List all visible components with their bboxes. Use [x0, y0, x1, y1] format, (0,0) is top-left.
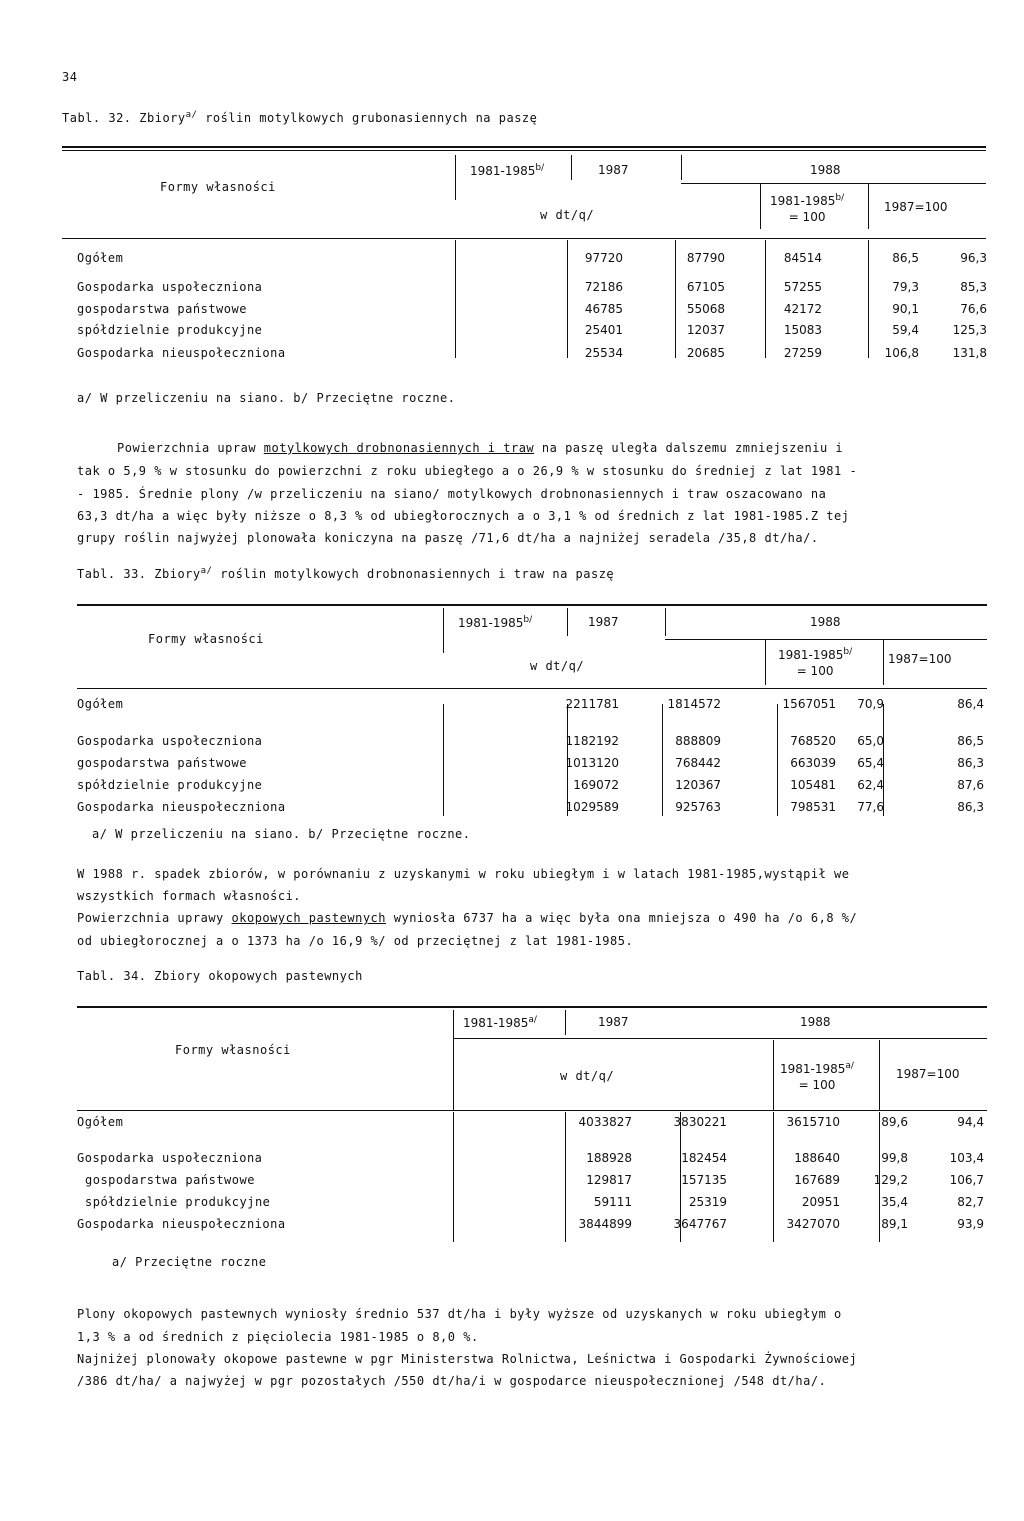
row-label: gospodarstwa państwowe — [77, 302, 247, 316]
table-row — [77, 1115, 984, 1135]
para1-line1-b: na paszę uległa dalszemu zmniejszeniu i — [541, 441, 844, 455]
row-label: Gospodarka uspołeczniona — [77, 734, 263, 748]
cell: 57255 — [783, 280, 822, 294]
cell: 55068 — [686, 302, 725, 316]
table1-footnote: a/ W przeliczeniu na siano. b/ Przeciętne roczne. — [77, 391, 456, 405]
table2-header-unit: w dt/q/ — [530, 659, 585, 673]
table2-header-bottom-rule — [77, 688, 987, 689]
cell: 20951 — [801, 1195, 840, 1209]
table3-vline-5 — [879, 1040, 880, 1110]
table1-header-1987: 1987 — [598, 163, 629, 177]
table2-vline-3 — [665, 608, 666, 636]
table1-header-p1: $1981-1985^{b/}$ — [470, 163, 545, 178]
table3-header-bottom-rule — [77, 1110, 987, 1111]
cell: 96,3 — [960, 251, 987, 265]
para1-line1 — [117, 441, 843, 455]
cell: 129817 — [586, 1173, 632, 1187]
table2-vline-5 — [883, 640, 884, 685]
cell: 85,3 — [960, 280, 987, 294]
table2-caption-word: Zbiory — [154, 567, 201, 581]
cell: 87,6 — [957, 778, 984, 792]
table2-footnote: a/ W przeliczeniu na siano. b/ Przeciętne roczne. — [92, 827, 471, 841]
para2-line2: wszystkich formach własności. — [77, 889, 302, 903]
para3-line1: Plony okopowych pastewnych wyniosły średnio 537 dt/ha i były wyższe od uzyskanych w roku ubiegłym o — [77, 1307, 842, 1321]
table2-caption-prefix: Tabl. 33. — [77, 567, 147, 581]
cell: 888809 — [675, 734, 721, 748]
table3-top-rule — [77, 1006, 987, 1008]
table1-header-unit: w dt/q/ — [540, 208, 595, 222]
table2-header-forms: Formy własności — [148, 632, 264, 646]
cell: 1013120 — [565, 756, 619, 770]
cell: 93,9 — [957, 1217, 984, 1231]
cell: 86,3 — [957, 800, 984, 814]
table3-header-unit: w dt/q/ — [560, 1069, 615, 1083]
para1-line4: 63,3 dt/ha a więc były niższe o 8,3 % od ubiegłorocznych a o 3,1 % od średnich z lat 1981-1985.Z tej — [77, 509, 850, 523]
cell: 2211781 — [565, 697, 619, 711]
table-row — [77, 1195, 984, 1215]
table2-header-idx2: 1987=100 — [888, 652, 952, 666]
table3-header-p1: $1981-1985^{a/}$ — [463, 1015, 537, 1030]
cell: 59111 — [593, 1195, 632, 1209]
cell: 59,4 — [892, 323, 919, 337]
table2-vline-2 — [567, 608, 568, 636]
cell: 3844899 — [578, 1217, 632, 1231]
para2-line3-b: wyniosła 6737 ha a więc była ona mniejsza o 490 ha /o 6,8 %/ — [393, 911, 858, 925]
table2-caption — [77, 566, 614, 581]
cell: 157135 — [681, 1173, 727, 1187]
cell: 1029589 — [565, 800, 619, 814]
table1-header-idx1: $1981-1985^{b/}$ = 100 — [770, 193, 845, 224]
cell: 12037 — [686, 323, 725, 337]
row-label: Gospodarka nieuspołeczniona — [77, 346, 286, 360]
cell: 42172 — [783, 302, 822, 316]
row-label: spółdzielnie produkcyjne — [77, 323, 263, 337]
row-label: Gospodarka nieuspołeczniona — [77, 800, 286, 814]
table-row — [77, 280, 987, 300]
cell: 663039 — [790, 756, 836, 770]
cell: 70,9 — [857, 697, 884, 711]
table-row — [77, 302, 987, 322]
para3-line4: /386 dt/ha/ a najwyżej w pgr pozostałych /550 dt/ha/i w gospodarce nieuspołecznionej /548 dt/ha/. — [77, 1374, 827, 1388]
cell: 76,6 — [960, 302, 987, 316]
cell: 25534 — [584, 346, 623, 360]
para3-line3: Najniżej plonowały okopowe pastewne w pgr Ministerstwa Rolnictwa, Leśnictwa i Gospodarki Żywnościowej — [77, 1352, 858, 1366]
table-row — [77, 800, 984, 820]
para2-line3-underlined: okopowych pastewnych — [231, 911, 387, 925]
table1-caption-word: Zbiory — [139, 111, 186, 125]
cell: 169072 — [573, 778, 619, 792]
cell: 105481 — [790, 778, 836, 792]
cell: 798531 — [790, 800, 836, 814]
table2-header-idx1: $1981-1985^{b/}$ = 100 — [778, 647, 853, 678]
table2-caption-rest: roślin motylkowych drobnonasiennych i traw na paszę — [220, 567, 615, 581]
table-row — [77, 323, 987, 343]
para1-line2: tak o 5,9 % w stosunku do powierzchni z roku ubiegłego a o 26,9 % w stosunku do średniej z lat 1981 - — [77, 464, 858, 478]
table1-caption-sup: a/ — [185, 110, 198, 120]
cell: 125,3 — [952, 323, 987, 337]
table-row — [77, 778, 984, 798]
cell: 1182192 — [565, 734, 619, 748]
table3-header-1988: 1988 — [800, 1015, 831, 1029]
para1-line3: - 1985. Średnie plony /w przeliczeniu na siano/ motylkowych drobnonasiennych i traw oszacowano na — [77, 487, 827, 501]
table1-caption — [62, 110, 537, 125]
cell: 131,8 — [952, 346, 987, 360]
row-label: spółdzielnie produkcyjne — [85, 1195, 271, 1209]
para1-line5: grupy roślin najwyżej plonowała koniczyna na paszę /71,6 dt/ha a najniżej seradela /35,8 dt/ha/. — [77, 531, 819, 545]
table1-vline-5 — [868, 184, 869, 229]
row-label: Gospodarka uspołeczniona — [77, 1151, 263, 1165]
table1-caption-rest: roślin motylkowych grubonasiennych na paszę — [205, 111, 538, 125]
table1-top-rule — [62, 146, 986, 148]
cell: 65,4 — [857, 756, 884, 770]
row-label: Ogółem — [77, 1115, 124, 1129]
cell: 94,4 — [957, 1115, 984, 1129]
cell: 86,5 — [892, 251, 919, 265]
table3-vline-2 — [565, 1010, 566, 1035]
row-label: Gospodarka uspołeczniona — [77, 280, 263, 294]
para3-line2: 1,3 % a od średnich z pięciolecia 1981-1985 o 8,0 %. — [77, 1330, 479, 1344]
row-label: Ogółem — [77, 697, 124, 711]
table-row — [77, 1173, 984, 1193]
row-label: Ogółem — [77, 251, 124, 265]
cell: 82,7 — [957, 1195, 984, 1209]
row-label: Gospodarka nieuspołeczniona — [77, 1217, 286, 1231]
cell: 84514 — [783, 251, 822, 265]
cell: 25401 — [584, 323, 623, 337]
cell: 97720 — [584, 251, 623, 265]
cell: 89,6 — [881, 1115, 908, 1129]
table1-vline-3 — [681, 155, 682, 180]
table1-header-mid-rule — [681, 183, 986, 184]
cell: 129,2 — [873, 1173, 908, 1187]
cell: 768442 — [675, 756, 721, 770]
table-row — [77, 251, 987, 271]
table2-caption-sup: a/ — [200, 566, 213, 576]
cell: 1567051 — [782, 697, 836, 711]
table3-header-idx2: 1987=100 — [896, 1067, 960, 1081]
cell: 3647767 — [673, 1217, 727, 1231]
table-row — [77, 734, 984, 754]
para1-line1-a: Powierzchnia upraw — [117, 441, 257, 455]
table-row — [77, 1217, 984, 1237]
table-row — [77, 697, 984, 717]
table2-top-rule — [77, 604, 987, 606]
table2-header-p1: $1981-1985^{b/}$ — [458, 615, 533, 630]
table2-header-mid-rule — [665, 639, 987, 640]
cell: 87790 — [686, 251, 725, 265]
page-number: 34 — [62, 70, 78, 84]
cell: 86,5 — [957, 734, 984, 748]
table-row — [77, 346, 987, 366]
cell: 79,3 — [892, 280, 919, 294]
cell: 65,0 — [857, 734, 884, 748]
cell: 3830221 — [673, 1115, 727, 1129]
cell: 4033827 — [578, 1115, 632, 1129]
table1-top-rule-2 — [62, 150, 986, 151]
cell: 182454 — [681, 1151, 727, 1165]
cell: 15083 — [783, 323, 822, 337]
cell: 72186 — [584, 280, 623, 294]
cell: 46785 — [584, 302, 623, 316]
cell: 35,4 — [881, 1195, 908, 1209]
cell: 20685 — [686, 346, 725, 360]
cell: 77,6 — [857, 800, 884, 814]
table1-vline-1 — [455, 155, 456, 200]
table2-vline-4 — [765, 640, 766, 685]
cell: 67105 — [686, 280, 725, 294]
cell: 106,7 — [949, 1173, 984, 1187]
table1-caption-prefix: Tabl. 32. — [62, 111, 132, 125]
cell: 103,4 — [949, 1151, 984, 1165]
table1-header-forms: Formy własności — [160, 180, 276, 194]
row-label: spółdzielnie produkcyjne — [77, 778, 263, 792]
table1-header-idx2: 1987=100 — [884, 200, 948, 214]
cell: 25319 — [688, 1195, 727, 1209]
para2-line1: W 1988 r. spadek zbiorów, w porównaniu z uzyskanymi w roku ubiegłym i w latach 1981-1985,wystąpił we — [77, 867, 850, 881]
cell: 1814572 — [667, 697, 721, 711]
para2-line4: od ubiegłorocznej a o 1373 ha /o 16,9 %/ od przeciętnej z lat 1981-1985. — [77, 934, 634, 948]
table2-header-1988: 1988 — [810, 615, 841, 629]
cell: 188928 — [586, 1151, 632, 1165]
table3-header-mid-rule — [453, 1038, 987, 1039]
table3-vline-4 — [773, 1040, 774, 1110]
table3-header-forms: Formy własności — [175, 1043, 291, 1057]
para1-line1-underlined: motylkowych drobnonasiennych i traw — [263, 441, 535, 455]
table1-header-1988: 1988 — [810, 163, 841, 177]
table1-header-bottom-rule — [62, 238, 986, 239]
table3-header-idx1: $1981-1985^{a/}$ = 100 — [780, 1061, 854, 1092]
cell: 86,3 — [957, 756, 984, 770]
row-label: gospodarstwa państwowe — [85, 1173, 255, 1187]
cell: 120367 — [675, 778, 721, 792]
table3-footnote: a/ Przeciętne roczne — [112, 1255, 267, 1269]
cell: 3427070 — [786, 1217, 840, 1231]
table2-vline-1 — [443, 608, 444, 653]
table-row — [77, 756, 984, 776]
cell: 99,8 — [881, 1151, 908, 1165]
table3-header-1987: 1987 — [598, 1015, 629, 1029]
cell: 90,1 — [892, 302, 919, 316]
table1-vline-2 — [571, 155, 572, 180]
cell: 27259 — [783, 346, 822, 360]
table-row — [77, 1151, 984, 1171]
table3-vline-1 — [453, 1010, 454, 1110]
cell: 62,4 — [857, 778, 884, 792]
cell: 768520 — [790, 734, 836, 748]
cell: 3615710 — [786, 1115, 840, 1129]
table3-caption: Tabl. 34. Zbiory okopowych pastewnych — [77, 969, 363, 983]
table2-header-1987: 1987 — [588, 615, 619, 629]
cell: 167689 — [794, 1173, 840, 1187]
table1-vline-4 — [760, 184, 761, 229]
cell: 89,1 — [881, 1217, 908, 1231]
para2-line3-a: Powierzchnia uprawy — [77, 911, 224, 925]
cell: 188640 — [794, 1151, 840, 1165]
row-label: gospodarstwa państwowe — [77, 756, 247, 770]
cell: 925763 — [675, 800, 721, 814]
para2-line3 — [77, 911, 857, 925]
cell: 106,8 — [884, 346, 919, 360]
cell: 86,4 — [957, 697, 984, 711]
